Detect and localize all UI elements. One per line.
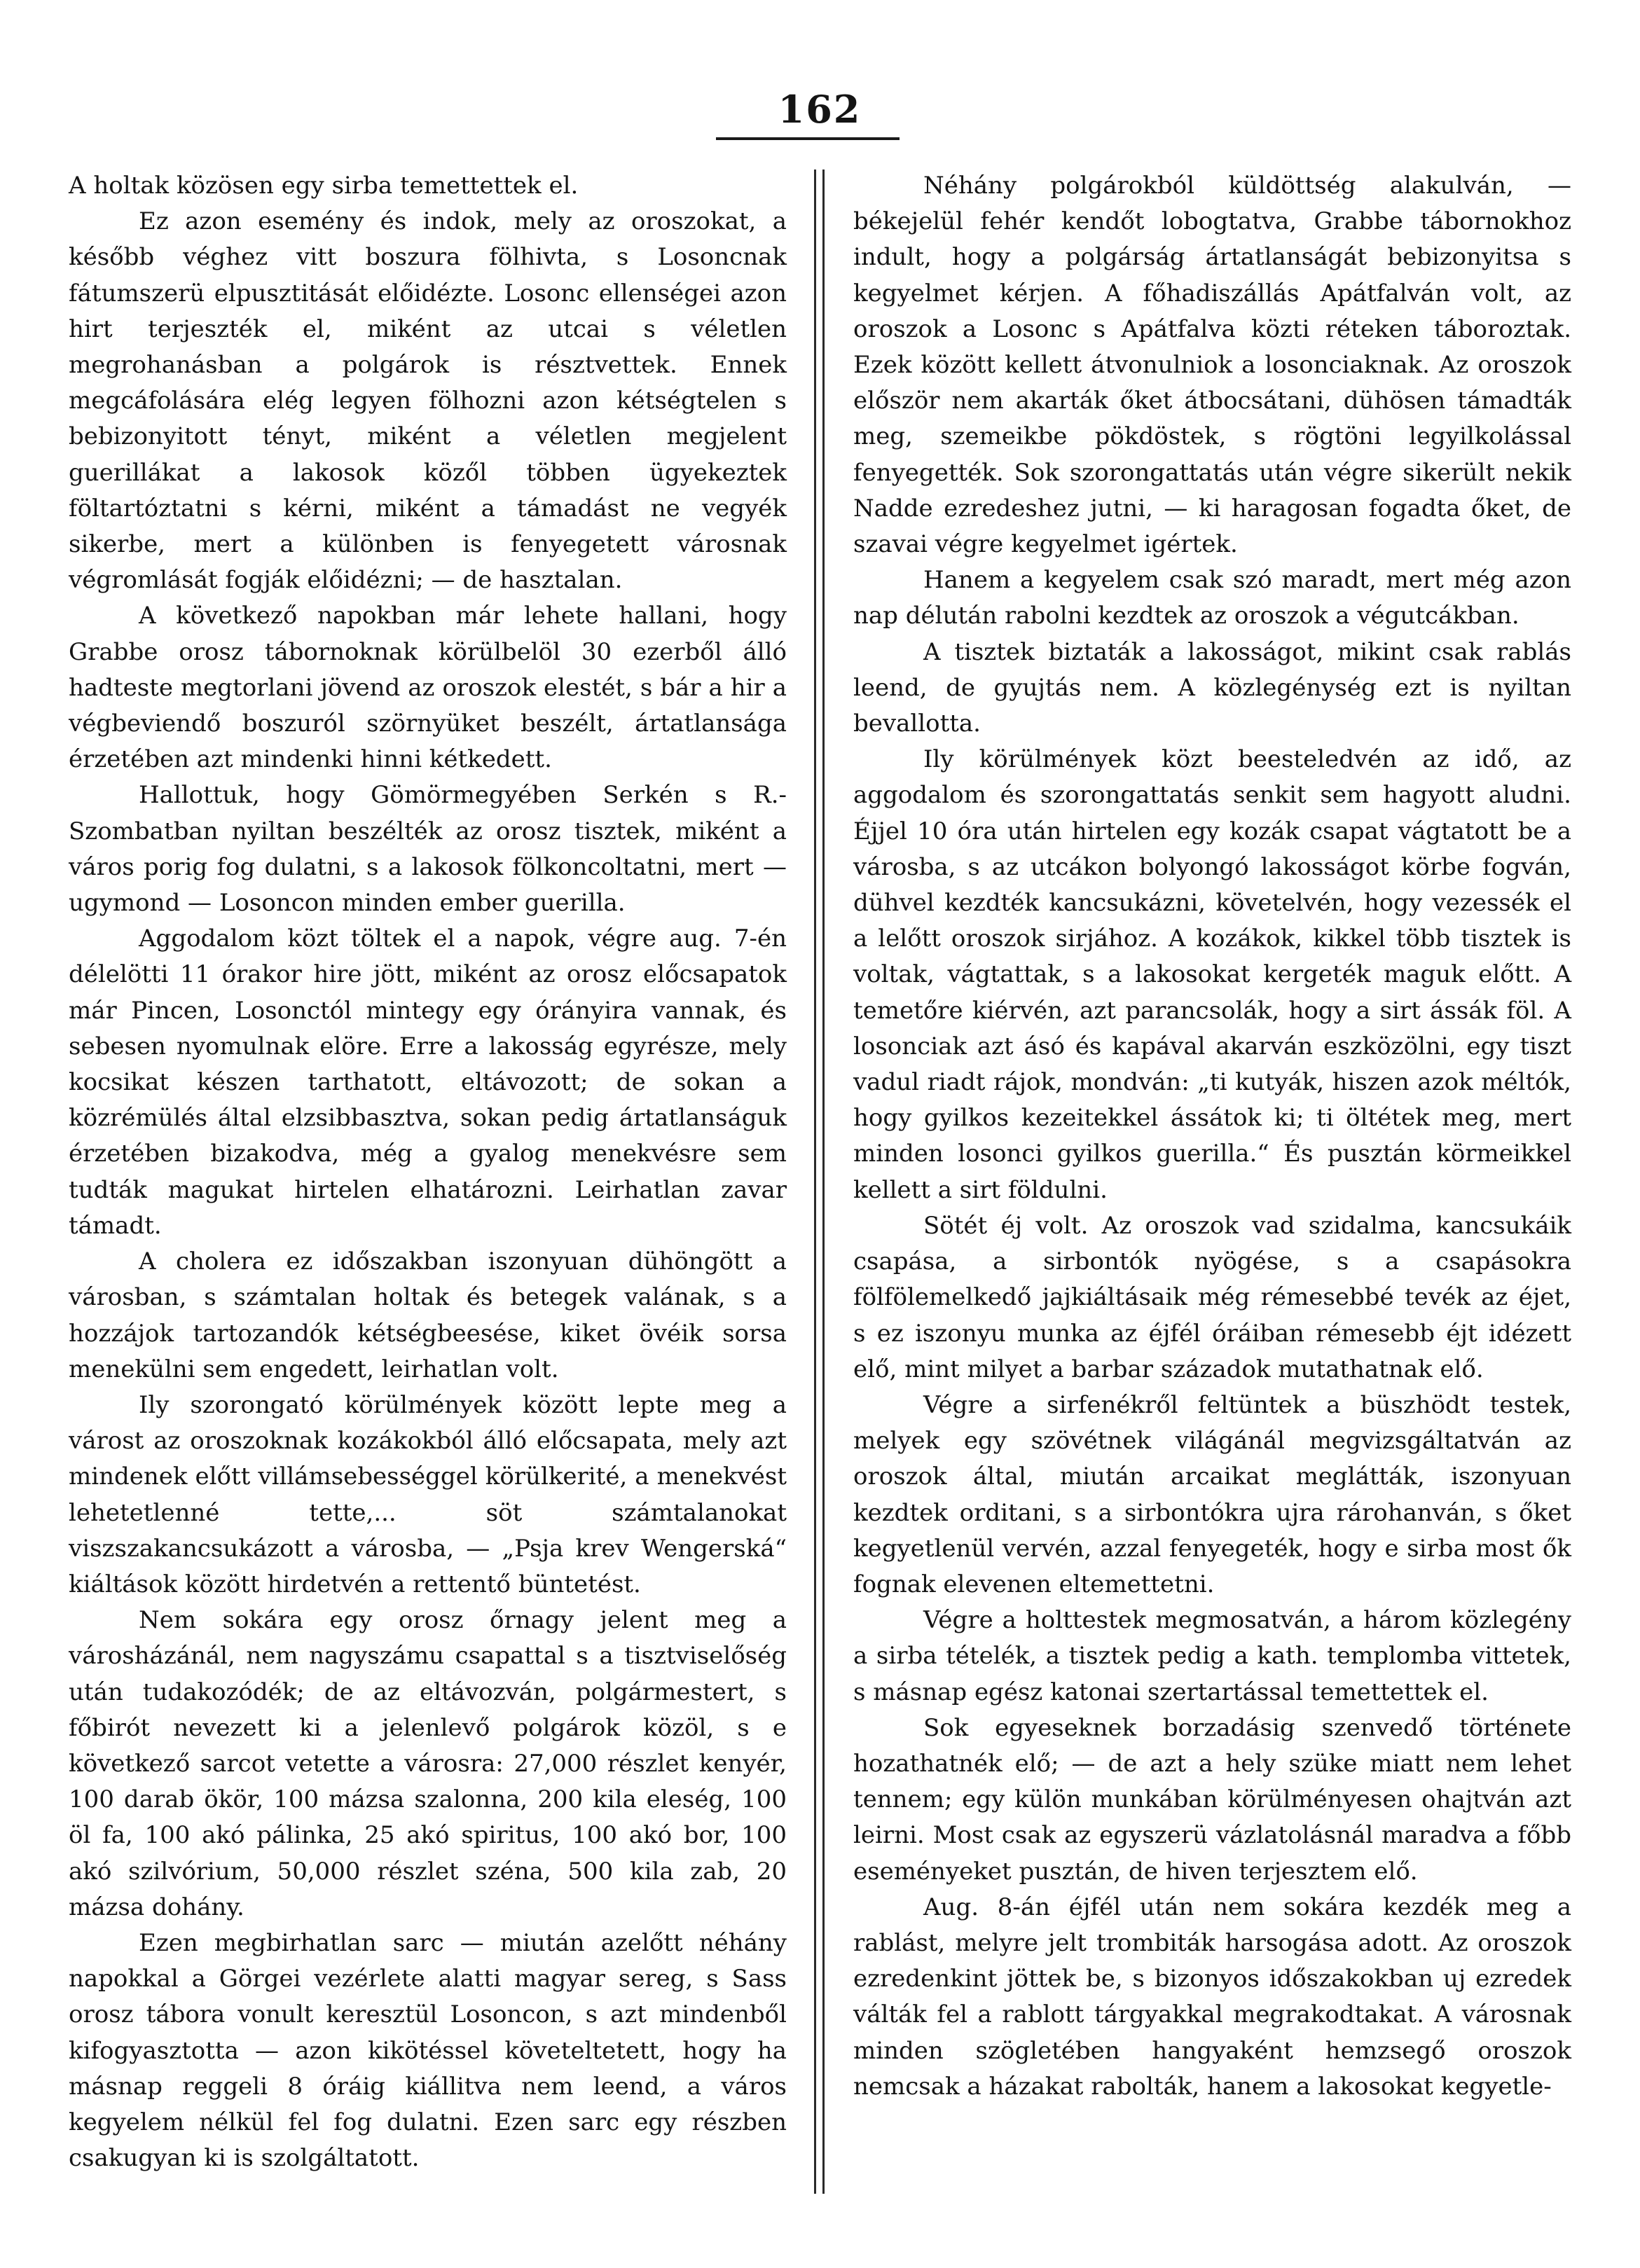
- paragraph: Ezen megbirhatlan sarc — miután azelőtt néhány napokkal a Görgei vezérlete alatti magyar sereg, s Sass orosz tábora vonult keresztül Losoncon, s azt mindenből kifogyasztotta — azon kikötéssel követeltetett, hogy ha másnap reggeli 8 óráig kiállitva nem leend, a város kegyelem nélkül fel fog dulatni. Ezen sarc egy részben csakugyan ki is szolgáltatott.: [69, 1928, 787, 2173]
- paragraph: Aug. 8-án éjfél után nem sokára kezdék meg a rablást, melyre jelt trombiták harsogása adott. Az oroszok ezredenkint jöttek be, s bizonyos időszakokban uj ezredek válták fel a rablott tárgyakkal megrakodtakat. A városnak minden szögletében hangyaként hemzsegő oroszok nemcsak a házakat rabolták, hanem a lakosokat kegyetle-: [853, 1893, 1571, 2101]
- paragraph: Ily szorongató körülmények között lepte meg a várost az oroszoknak kozákokból álló előcsapata, mely azt mindenek előtt villámsebességgel körülkerité, a menekvést lehetetlenné tette,... söt számtalanokat viszszakancsukázott a városba, — „Psja krev Wengerská“ kiáltások között hirdetvén a rettentő büntetést.: [69, 1390, 787, 1598]
- paragraph: Sok egyeseknek borzadásig szenvedő története hozathatnék elő; — de azt a hely szüke miatt nem lehet tennem; egy külön munkában körülményesen ohajtván azt leirni. Most csak az egyszerü vázlatolásnál maradva a főbb eseményeket pusztán, de hiven terjesztem elő.: [853, 1713, 1571, 1886]
- page-number: 162: [778, 87, 862, 132]
- paragraph: Aggodalom közt töltek el a napok, végre aug. 7-én délelötti 11 órakor hire jött, miként az orosz előcsapatok már Pincen, Losonctól mintegy egy órányira vannak, és sebesen nyomulnak elöre. Erre a lakosság egyrésze, mely kocsikat készen tarthatott, eltávozott; de sokan a közrémülés által elzsibbasztva, sokan pedig ártatlanságuk érzetében bizakodva, még a gyalog menekvésre sem tudták magukat hirtelen elhatározni. Leirhatlan zavar támadt.: [69, 925, 787, 1240]
- paragraph: Ily körülmények közt beesteledvén az idő, az aggodalom és szorongattatás senkit sem hagyott aludni. Éjjel 10 óra után hirtelen egy kozák csapat vágtatott be a városba, s az utcákon bolyongó lakosságot körbe fogván, dühvel kezdték kancsukázni, követelvén, hogy vezessék el a lelőtt oroszok sirjához. A kozákok, kikkel több tisztek is voltak, vágtattak, s a lakosokat kergeték maguk előtt. A temetőre kiérvén, azt parancsolák, hogy a sirt ássák föl. A losonciak azt ásó és kapával akarván eszközölni, egy tiszt vadul riadt rájok, mondván: „ti kutyák, hiszen azok méltók, hogy gyilkos kezeitekkel ássátok ki; ti öltétek meg, mert minden losonci gyilkos guerilla.“ És pusztán körmeikkel kellett a sirt földulni.: [853, 745, 1571, 1204]
- paragraph: A következő napokban már lehete hallani, hogy Grabbe orosz tábornoknak körülbelöl 30 ezerből álló hadteste megtorlani jövend az oroszok elestét, s bár a hir a végbeviendő boszuról szörnyüket beszélt, ártatlansága érzetében azt mindenki hinni kétkedett.: [69, 602, 787, 774]
- paragraph: Ez azon esemény és indok, mely az oroszokat, a később véghez vitt boszura fölhivta, s Losoncnak fátumszerü elpusztitását előidézte. Losonc ellenségei azon hirt terjeszték el, miként az utcai s véletlen megrohanásban a polgárok is résztvettek. Ennek megcáfolására elég legyen fölhozni azon kétségtelen s bebizonyitott tényt, miként a véletlen megjelent guerillákat a lakosok közől többen ügyekeztek föltartóztatni s kérni, miként a támadást ne vegyék sikerbe, mert a különben is fenyegetett városnak végromlását fogják előidézni; — de hasztalan.: [69, 207, 787, 595]
- paragraph: Néhány polgárokból küldöttség alakulván, — békejelül fehér kendőt lobogtatva, Grabbe tábornokhoz indult, hogy a polgárság ártatlanságát bebizonyitsa s kegyelmet kérjen. A főhadiszállás Apátfalván volt, az oroszok a Losonc s Apátfalva közti réteken táboroztak. Ezek között kellett átvonulniok a losonciaknak. Az oroszok először nem akarták őket átbocsátani, dühösen támadták meg, szemeikbe pökdöstek, s rögtöni legyilkolással fenyegették. Sok szorongattatás után végre sikerült nekik Nadde ezredeshez jutni, — ki haragosan fogadta őket, de szavai végre kegyelmet igértek.: [853, 172, 1571, 559]
- paragraph: Hanem a kegyelem csak szó maradt, mert még azon nap délután rabolni kezdtek az oroszok a végutcákban.: [853, 566, 1571, 630]
- column-divider-right-rule: [822, 170, 825, 2194]
- paragraph: A holtak közösen egy sirba temettettek el.: [69, 172, 579, 200]
- right-column: [853, 168, 1571, 2157]
- paragraph: Végre a sirfenékről feltüntek a büszhödt testek, melyek egy szövétnek világánál megvizsgáltatván az oroszok által, miután arcaikat meglátták, iszonyuan kezdtek orditani, s a sirbontókra ujra rárohanván, s őket kegyetlenül vervén, azzal fenyegeték, hogy e sirba most ők fognak elevenen eltemettetni.: [853, 1390, 1571, 1598]
- header-rule: [716, 137, 900, 140]
- paragraph: Sötét éj volt. Az oroszok vad szidalma, kancsukáik csapása, a sirbontók nyögése, s a csapásokra fölfölemelkedő jajkiáltásaik még rémesebbé tevék az éjet, s ez iszonyu munka az éjfél óráiban rémesebb éjt idézett elő, mint milyet a barbar századok mutathatnak elő.: [853, 1211, 1571, 1383]
- paragraph: A cholera ez időszakban iszonyuan dühöngött a városban, s számtalan holtak és betegek valának, s a hozzájok tartozandók kétségbeesése, kiket övéik sorsa menekülni sem engedett, leirhatlan volt.: [69, 1247, 787, 1383]
- paragraph: A tisztek biztaták a lakosságot, mikint csak rablás leend, de gyujtás nem. A közlegénység ezt is nyiltan bevallotta.: [853, 637, 1571, 738]
- paragraph: Hallottuk, hogy Gömörmegyében Serkén s R.-Szombatban nyiltan beszélték az orosz tisztek, miként a város porig fog dulatni, s a lakosok fölkoncoltatni, mert — ugymond — Losoncon minden ember guerilla.: [69, 781, 787, 918]
- paragraph: Nem sokára egy orosz őrnagy jelent meg a városházánál, nem nagyszámu csapattal s a tisztviselőség után tudakozódék; de az eltávozván, polgármestert, s főbirót nevezett ki a jelenlevő polgárok közöl, s e következő sarcot vetette a városra: 27,000 részlet kenyér, 100 darab ökör, 100 mázsa szalonna, 200 kila eleség, 100 öl fa, 100 akó pálinka, 25 akó spiritus, 100 akó bor, 100 akó szilvórium, 50,000 részlet széna, 500 kila zab, 20 mázsa dohány.: [69, 1606, 787, 1921]
- left-column: [69, 168, 787, 2173]
- column-divider-left-rule: [814, 170, 816, 2194]
- paragraph: Végre a holttestek megmosatván, a három közlegény a sirba tételék, a tisztek pedig a kath. templomba vittetek, s másnap egész katonai szertartással temettettek el.: [853, 1606, 1571, 1706]
